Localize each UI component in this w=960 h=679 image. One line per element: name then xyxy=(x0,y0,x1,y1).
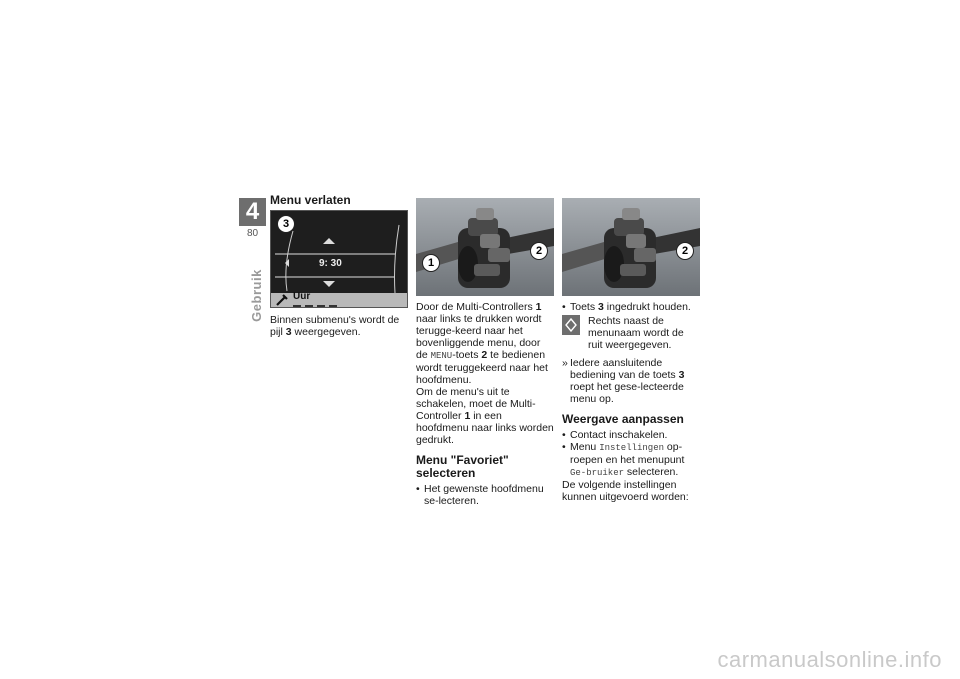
paragraph-navigation: Door de Multi-Controllers 1 naar links te drukken wordt terugge-keerd naar het bovenliggende menu, door de MENU-toets 2 te bedienen wordt teruggekeerd naar het hoofdmenu. xyxy=(416,301,548,386)
note-block xyxy=(562,315,700,351)
diamond-icon xyxy=(562,315,580,335)
display-time: 9: 30 xyxy=(319,258,342,269)
list-favoriet xyxy=(416,483,554,507)
list-item: • Het gewenste hoofdmenu se-lecteren. xyxy=(416,483,554,507)
result-text: » Iedere aansluitende bediening van de toets 3 roept het gese-lecteerde menu op. xyxy=(562,357,700,405)
callout-2: 2 xyxy=(530,242,548,260)
handlebar-photo xyxy=(416,198,554,296)
column-2 xyxy=(416,198,554,507)
page-number: 80 xyxy=(246,228,259,239)
chapter-tab xyxy=(239,198,266,239)
heading-menu-verlaten: Menu verlaten xyxy=(270,193,351,207)
list-weergave xyxy=(562,429,700,479)
chapter-number: 4 xyxy=(239,198,266,226)
section-label xyxy=(240,268,264,328)
callout-2b: 2 xyxy=(676,242,694,260)
display-label: Uur xyxy=(293,291,311,302)
list-hold-key xyxy=(562,301,700,313)
display-screenshot xyxy=(270,210,408,308)
heading-favoriet: Menu "Favoriet" selecteren xyxy=(416,453,509,480)
column-1 xyxy=(270,194,408,338)
paragraph-disable-menus: Om de menu's uit te schakelen, moet de Multi-Controller 1 in een hoofdmenu naar links worden gedrukt. xyxy=(416,386,554,446)
note-text: Rechts naast de menunaam wordt de ruit weergegeven. xyxy=(588,315,684,351)
callout-3: 3 xyxy=(277,215,295,233)
section-label-text: Gebruik xyxy=(248,269,264,322)
list-item: • Contact inschakelen. xyxy=(562,429,700,441)
heading-weergave: Weergave aanpassen xyxy=(562,412,684,426)
handlebar-photo-2 xyxy=(562,198,700,296)
list-item: • Toets 3 ingedrukt houden. xyxy=(562,301,700,313)
paragraph-final: De volgende instellingen kunnen uitgevoerd worden: xyxy=(562,479,689,503)
list-item: • Menu Instellingen op-roepen en het menupunt Ge-bruiker selecteren. xyxy=(562,441,700,479)
column-3 xyxy=(562,198,700,503)
watermark: carmanualsonline.info xyxy=(717,647,942,672)
paragraph-submenu: Binnen submenu's wordt de pijl 3 weergegeven. xyxy=(270,314,400,338)
callout-1: 1 xyxy=(422,254,440,272)
